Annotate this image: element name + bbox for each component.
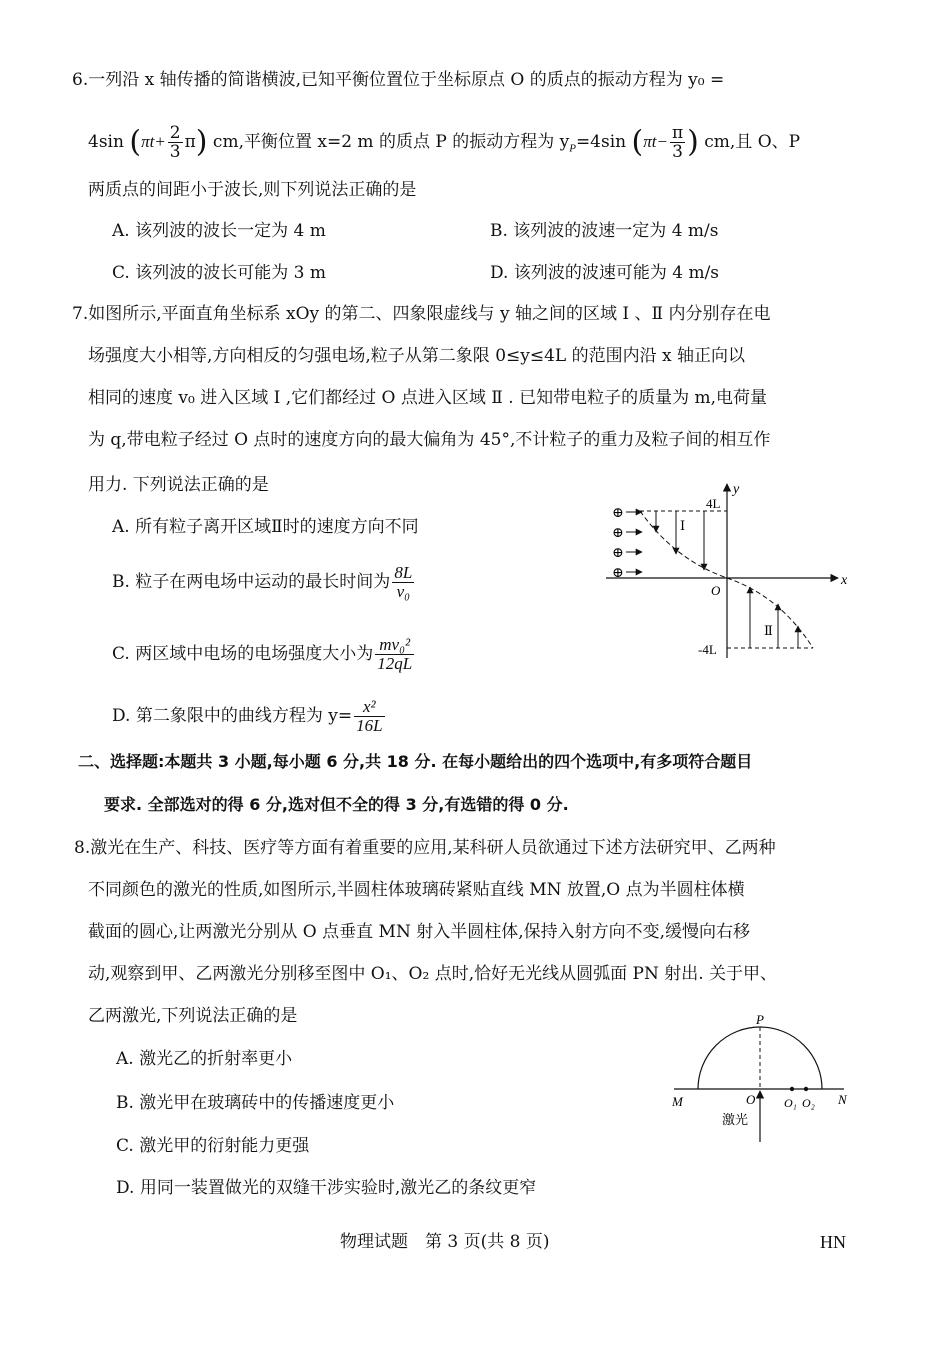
q6-line3: 两质点的间距小于波长,则下列说法正确的是 xyxy=(88,180,417,200)
q6-line1: 6.一列沿 x 轴传播的简谐横波,已知平衡位置位于坐标原点 O 的质点的振动方程为 y₀ = xyxy=(72,70,725,90)
q6-line2: 4sin (πt+ $\frac{2}{3}$ π) cm,平衡位置 x=2 m 的质点 P 的振动方程为 $y_P=4\sin$ (πt− $\frac{\pi}{3}$ ) cm,且 O、P xyxy=(88,123,801,162)
x-axis-label: x xyxy=(841,573,848,588)
q7-field-diagram xyxy=(600,480,860,670)
point-o2 xyxy=(804,1087,808,1091)
point-o-label: O xyxy=(746,1092,756,1107)
point-o2-label: O₂ xyxy=(802,1096,815,1110)
top-label: 4L xyxy=(706,496,721,511)
point-n-label: N xyxy=(838,1092,847,1107)
q7-option-c: C. 两区域中电场的电场强度大小为 $\frac{\text{mv₀²}}{12qL}$ xyxy=(112,635,413,673)
q8-line4: 动,观察到甲、乙两激光分别移至图中 O₁、O₂ 点时,恰好无光线从圆弧面 PN 射出. 关于甲、 xyxy=(88,964,778,984)
q7-option-a: A. 所有粒子离开区域Ⅱ时的速度方向不同 xyxy=(112,517,419,537)
q7-option-d-fraction: $\frac{\text{x²}}{16L}$ xyxy=(356,697,383,735)
footer-code: HN xyxy=(820,1232,846,1252)
section-2-line2: 要求. 全部选对的得 6 分,选对但不全的得 3 分,有选错的得 0 分. xyxy=(104,795,569,814)
q7-option-c-fraction: $\frac{\text{mv₀²}}{12qL}$ xyxy=(377,635,413,673)
q7-line3: 相同的速度 v₀ 进入区域 Ⅰ ,它们都经过 O 点进入区域 Ⅱ . 已知带电粒子的质量为 m,电荷量 xyxy=(88,388,767,408)
q8-option-b: B. 激光甲在玻璃砖中的传播速度更小 xyxy=(116,1093,395,1113)
q8-laser-diagram xyxy=(660,1008,860,1148)
point-m-label: M xyxy=(672,1094,683,1109)
q8-option-d: D. 用同一装置做光的双缝干涉实验时,激光乙的条纹更窄 xyxy=(116,1178,537,1198)
laser-label: 激光 xyxy=(722,1112,749,1127)
particle-3: ⊕ xyxy=(612,546,624,561)
q6-fraction-2: $\frac{\pi}{3}$ xyxy=(671,123,684,162)
point-o1-label: O₁ xyxy=(784,1096,797,1110)
y-axis-label: y xyxy=(733,482,740,497)
q7-option-b-fraction: $\frac{8L}{\text{v₀}}$ xyxy=(394,563,413,601)
q7-line1: 7.如图所示,平面直角坐标系 xOy 的第二、四象限虚线与 y 轴之间的区域 Ⅰ 、Ⅱ 内分别存在电 xyxy=(72,304,771,324)
point-p-label: P xyxy=(756,1012,764,1027)
q7-line4: 为 q,带电粒子经过 O 点时的速度方向的最大偏角为 45°,不计粒子的重力及粒子间的相互作 xyxy=(88,430,771,450)
bottom-label: -4L xyxy=(698,642,717,657)
particle-1: ⊕ xyxy=(612,506,624,521)
q6-option-c: C. 该列波的波长可能为 3 m xyxy=(112,263,326,283)
region-1-label: Ⅰ xyxy=(680,518,686,533)
q8-line5: 乙两激光,下列说法正确的是 xyxy=(88,1006,298,1026)
section-2-line1: 二、选择题:本题共 3 小题,每小题 6 分,共 18 分. 在每小题给出的四个选项中,有多项符合题目 xyxy=(78,752,753,771)
q6-fraction-1: $\frac{2}{3}$ xyxy=(169,123,181,162)
point-o1 xyxy=(790,1087,794,1091)
q6-option-b: B. 该列波的波速一定为 4 m/s xyxy=(490,221,719,241)
particle-2: ⊕ xyxy=(612,526,624,541)
q8-option-a: A. 激光乙的折射率更小 xyxy=(116,1049,293,1069)
q6-option-a: A. 该列波的波长一定为 4 m xyxy=(112,221,326,241)
q8-line1: 8.激光在生产、科技、医疗等方面有着重要的应用,某科研人员欲通过下述方法研究甲、乙两种 xyxy=(74,838,776,858)
q7-line2: 场强度大小相等,方向相反的匀强电场,粒子从第二象限 0≤y≤4L 的范围内沿 x 轴正向以 xyxy=(88,346,746,366)
particle-4: ⊕ xyxy=(612,566,624,581)
q8-option-c: C. 激光甲的衍射能力更强 xyxy=(116,1136,310,1156)
q6-option-d: D. 该列波的波速可能为 4 m/s xyxy=(490,263,720,283)
origin-label: O xyxy=(711,583,721,598)
q8-line2: 不同颜色的激光的性质,如图所示,半圆柱体玻璃砖紧贴直线 MN 放置,O 点为半圆柱体横 xyxy=(88,880,745,900)
q7-line5: 用力. 下列说法正确的是 xyxy=(88,475,269,495)
q7-option-b: B. 粒子在两电场中运动的最长时间为 $\frac{8L}{\text{v₀}}$ xyxy=(112,563,413,601)
q8-line3: 截面的圆心,让两激光分别从 O 点垂直 MN 射入半圆柱体,保持入射方向不变,缓慢向右移 xyxy=(88,922,751,942)
region-2-label: Ⅱ xyxy=(764,623,773,638)
q7-option-d: D. 第二象限中的曲线方程为 y= $\frac{\text{x²}}{16L}$ xyxy=(112,697,383,735)
footer-page-info: 物理试题 第 3 页(共 8 页) xyxy=(340,1232,550,1252)
